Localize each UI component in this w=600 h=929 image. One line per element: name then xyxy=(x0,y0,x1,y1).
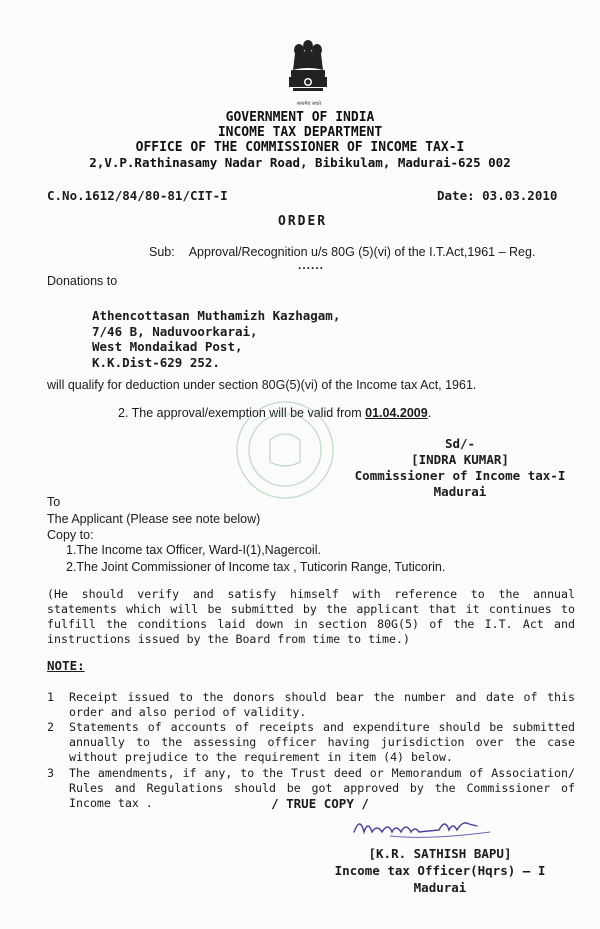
signatory1-place: Madurai xyxy=(433,484,487,499)
address-line: 7/46 B, Naduvoorkarai, xyxy=(92,323,258,339)
copy-list-item: 1.The Income tax Officer, Ward-I(1),Nagercoil. xyxy=(66,543,321,557)
signatory2-name: [K.R. SATHISH BAPU] xyxy=(368,846,512,861)
order-date: Date: 03.03.2010 xyxy=(437,188,558,203)
copy-to-label: Copy to: xyxy=(47,528,94,542)
validity-date: 01.04.2009 xyxy=(365,406,428,420)
to-label: To xyxy=(47,495,61,509)
validity-prefix: 2. The approval/exemption will be valid from xyxy=(118,406,366,420)
order-title: ORDER xyxy=(278,214,328,229)
handwritten-signature xyxy=(350,812,520,842)
signatory1-sd: Sd/- xyxy=(444,436,476,451)
donee-address xyxy=(92,308,340,370)
signatory1-name: [INDRA KUMAR] xyxy=(411,452,509,467)
reference-number: C.No.1612/84/80-81/CIT-I xyxy=(47,188,228,203)
qualify-statement: will qualify for deduction under section 80G(5)(vi) of the Income tax Act, 1961. xyxy=(47,378,477,392)
subject-label: Sub: xyxy=(149,245,175,259)
note-text: Statements of accounts of receipts and expenditure should be submitted annually to the assessing officer having jurisdiction over the case without prejudice to the requirement in item (4) below. xyxy=(69,720,575,764)
address-line: K.K.Dist-629 252. xyxy=(92,354,220,370)
office-seal-stamp xyxy=(230,395,340,505)
instruction-paragraph: (He should verify and satisfy himself with reference to the annual statements which will be submitted by the applicant that it continues to fulfill the conditions laid down in section 80G(5) of the I.T. Act and instructions issued by the Board from time to time.) xyxy=(47,587,575,646)
header-address: 2,V.P.Rathinasamy Nadar Road, Bibikulam, Madurai-625 002 xyxy=(89,155,511,170)
validity-suffix: . xyxy=(427,406,432,420)
note-title: NOTE: xyxy=(47,658,85,673)
national-emblem-icon xyxy=(283,36,333,106)
note-item xyxy=(47,690,575,720)
copy-list xyxy=(66,542,445,576)
note-text: Receipt issued to the donors should bear the number and date of this order and also period of validity. xyxy=(69,690,575,719)
address-line: Athencottasan Muthamizh Kazhagam, xyxy=(92,308,341,323)
note-number: 3 xyxy=(47,766,54,780)
subject-line xyxy=(149,245,535,259)
note-number: 1 xyxy=(47,690,54,704)
signatory2-place: Madurai xyxy=(413,880,467,895)
signatory2-title: Income tax Officer(Hqrs) – I xyxy=(334,863,546,878)
note-number: 2 xyxy=(47,720,54,734)
true-copy-label: / TRUE COPY / xyxy=(271,796,369,811)
subject-dots: ...... xyxy=(298,258,325,272)
header-government: GOVERNMENT OF INDIA xyxy=(225,110,375,125)
copy-list-item: 2.The Joint Commissioner of Income tax , Tuticorin Range, Tuticorin. xyxy=(66,560,446,574)
donations-to-label: Donations to xyxy=(47,274,118,288)
applicant-line: The Applicant (Please see note below) xyxy=(47,512,261,526)
emblem-motto: सत्यमेव जयते xyxy=(296,101,322,107)
note-text: The amendments, if any, to the Trust deed or Memorandum of Association/ Rules and Regulations should be got approved by the Commissioner of Income tax . xyxy=(69,766,575,810)
address-line: West Mondaikad Post, xyxy=(92,339,243,354)
header-department: INCOME TAX DEPARTMENT xyxy=(217,125,383,140)
header-office: OFFICE OF THE COMMISSIONER OF INCOME TAX-I xyxy=(135,140,465,155)
subject-text: Approval/Recognition u/s 80G (5)(vi) of the I.T.Act,1961 – Reg. xyxy=(188,245,536,259)
note-item xyxy=(47,720,575,765)
signatory1-title: Commissioner of Income tax-I xyxy=(354,468,566,483)
